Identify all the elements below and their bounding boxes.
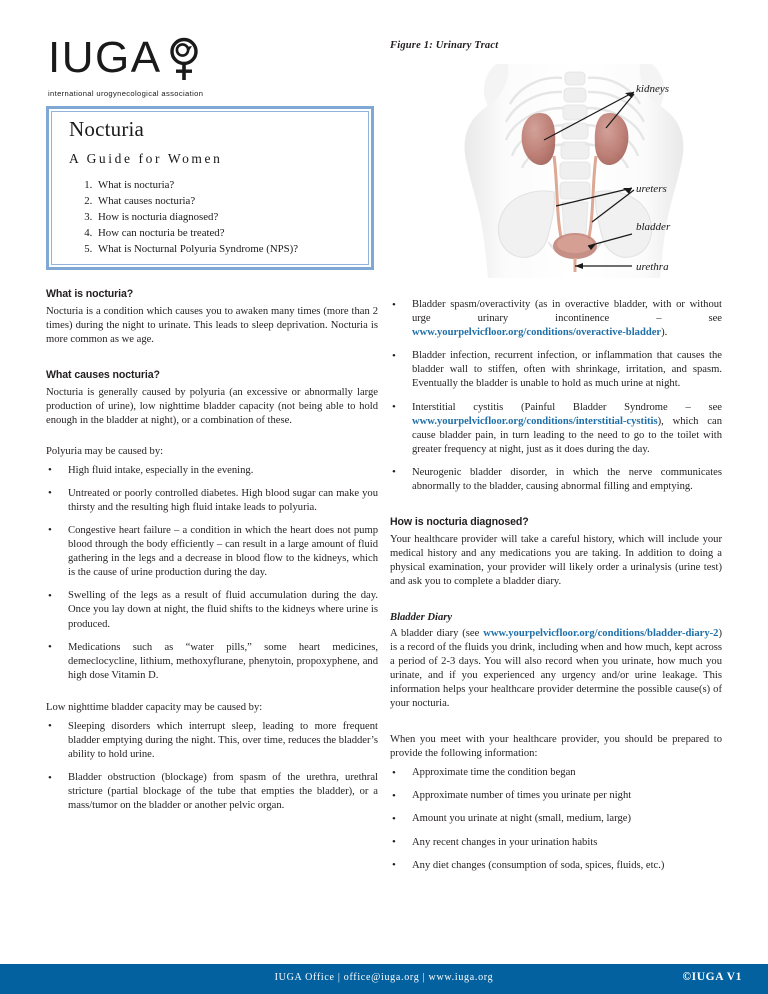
- list-item: • High fluid intake, especially in the evening.: [46, 464, 378, 478]
- page-subtitle: A Guide for Women: [69, 151, 223, 166]
- figure-label-bladder: bladder: [636, 221, 671, 233]
- list-item-text-pre: Interstitial cystitis (Painful Bladder Syndrome – see: [412, 401, 722, 413]
- toc-item: 5. What is Nocturnal Polyuria Syndrome (NPS)?: [95, 241, 298, 257]
- link-bladder-diary[interactable]: www.yourpelvicfloor.org/conditions/bladder-diary-2: [483, 627, 719, 639]
- link-interstitial-cystitis[interactable]: www.yourpelvicfloor.org/conditions/interstitial-cystitis: [412, 415, 658, 427]
- urinary-tract-illustration: [436, 56, 728, 288]
- lead-meet-provider: When you meet with your healthcare provider, you should be prepared to provide the following information:: [390, 734, 722, 760]
- figure-label-kidneys: kidneys: [636, 83, 669, 95]
- heading-what-causes-nocturia: What causes nocturia?: [46, 369, 160, 382]
- toc-item: 4. How can nocturia be treated?: [95, 225, 298, 241]
- footer-copyright: ©IUGA V1: [682, 971, 742, 983]
- list-item: • Neurogenic bladder disorder, in which the nerve communicates abnormally to the bladder, causing abnormal filling and emptying.: [390, 466, 722, 494]
- toc-item: 1. What is nocturia?: [95, 177, 298, 193]
- heading-how-diagnosed: How is nocturia diagnosed?: [390, 516, 529, 529]
- paragraph-how-diagnosed: Your healthcare provider will take a careful history, which will include your medical history and any medications you are taking. In addition to doing a physical examination, your provider will likely order a urinalysis (urine test) and ask you to complete a bladder diary.: [390, 534, 722, 588]
- list-item: • Any recent changes in your urination habits: [390, 836, 722, 850]
- iuga-logo: [48, 33, 348, 98]
- left-column: [46, 288, 378, 825]
- list-item: • Medications such as “water pills,” some heart medicines, demeclocycline, lithium, methoxyflurane, phenytoin, propoxyphene, and high dose Vitamin D.: [46, 641, 378, 683]
- list-item-text-pre: Bladder spasm/overactivity (as in overactive bladder, with or without urge urinary incontinence – see: [412, 299, 722, 325]
- logo-wordmark: IUGA: [48, 33, 162, 82]
- right-column: [390, 298, 722, 884]
- list-item-text-post: ).: [661, 327, 668, 339]
- list-item: • Swelling of the legs as a result of fluid accumulation during the day. Once you lay down at night, the fluid shifts to the kidneys where urine is produced.: [46, 589, 378, 631]
- figure-label-urethra: urethra: [636, 261, 669, 273]
- list-item: • Bladder infection, recurrent infection, or inflammation that causes the bladder wall to stiffen, often with shrinkage, irritation, and spasm. Eventually the bladder is unable to hold as much urine at night.: [390, 349, 722, 391]
- title-box: [46, 106, 374, 270]
- page-title: Nocturia: [69, 117, 145, 141]
- list-bladder-causes: [390, 298, 722, 494]
- urinary-tract-figure: [436, 56, 728, 288]
- heading-bladder-diary: Bladder Diary: [390, 611, 453, 623]
- paragraph-text-pre: A bladder diary (see: [390, 627, 484, 639]
- list-capacity-causes: [46, 720, 378, 814]
- logo-tagline: international urogynecological association: [48, 89, 204, 98]
- list-item: • Amount you urinate at night (small, medium, large): [390, 812, 722, 826]
- list-information-to-provide: [390, 766, 722, 872]
- list-item: • Approximate time the condition began: [390, 766, 722, 780]
- list-item: • Approximate number of times you urinate per night: [390, 789, 722, 803]
- footer-contact: IUGA Office | office@iuga.org | www.iuga.org: [274, 972, 494, 983]
- list-polyuria-causes: [46, 464, 378, 683]
- venus-symbol-icon: [167, 37, 201, 88]
- heading-what-is-nocturia: What is nocturia?: [46, 288, 134, 300]
- toc-item: 2. What causes nocturia?: [95, 193, 298, 209]
- list-item: [390, 298, 722, 340]
- figure-label-ureters: ureters: [636, 183, 667, 195]
- page-footer: [0, 964, 768, 994]
- list-item: • Congestive heart failure – a condition in which the heart does not pump blood through the body efficiently – can result in a large amount of fluid gathering in the legs and a decrease in blood flow to the kidneys, which is the cause of urine production during the day.: [46, 524, 378, 580]
- list-item: • Untreated or poorly controlled diabetes. High blood sugar can make you thirsty and the resulting high fluid intake leads to polyuria.: [46, 487, 378, 515]
- paragraph-text-post: ) is a record of the fluids you drink, including when and how much, kept across a period of 2-3 days. You will also record when you urinate, how much you urinate, and if you experienced any urgency and/or urine leakage. This information helps your healthcare provider determine the possible cause(s) of your nocturia.: [390, 627, 722, 709]
- lead-low-bladder-capacity: Low nighttime bladder capacity may be caused by:: [46, 701, 263, 713]
- list-item: • Sleeping disorders which interrupt sleep, leading to more frequent bladder emptying during the night. This, over time, reduces the bladder’s ability to hold urine.: [46, 720, 378, 762]
- paragraph-what-is-nocturia: Nocturia is a condition which causes you to awaken many times (more than 2 times) during the night to urinate. This leads to sleep deprivation. Nocturia is more common as we age.: [46, 306, 378, 346]
- figure-caption: Figure 1: Urinary Tract: [390, 40, 499, 51]
- list-item: • Any diet changes (consumption of soda, spices, fluids, etc.): [390, 859, 722, 873]
- list-item: • Bladder obstruction (blockage) from spasm of the urethra, urethral stricture (partial blockage of the tube that empties the bladder), or a mass/tumor on the bladder or another pelvic organ.: [46, 771, 378, 813]
- paragraph-what-causes-nocturia: Nocturia is generally caused by polyuria (an excessive or abnormally large production of urine), low nighttime bladder capacity (not being able to hold enough in the bladder at night), or a combination of these.: [46, 387, 378, 427]
- paragraph-bladder-diary: [390, 627, 722, 712]
- table-of-contents: [73, 177, 298, 257]
- list-item-text-post: ), which can cause bladder pain, in turn leading to the need to go to the toilet with greater frequency at night, just as it does during the day.: [412, 415, 722, 455]
- list-item: [390, 401, 722, 457]
- link-overactive-bladder[interactable]: www.yourpelvicfloor.org/conditions/overactive-bladder: [412, 327, 662, 339]
- lead-polyuria: Polyuria may be caused by:: [46, 445, 164, 457]
- toc-item: 3. How is nocturia diagnosed?: [95, 209, 298, 225]
